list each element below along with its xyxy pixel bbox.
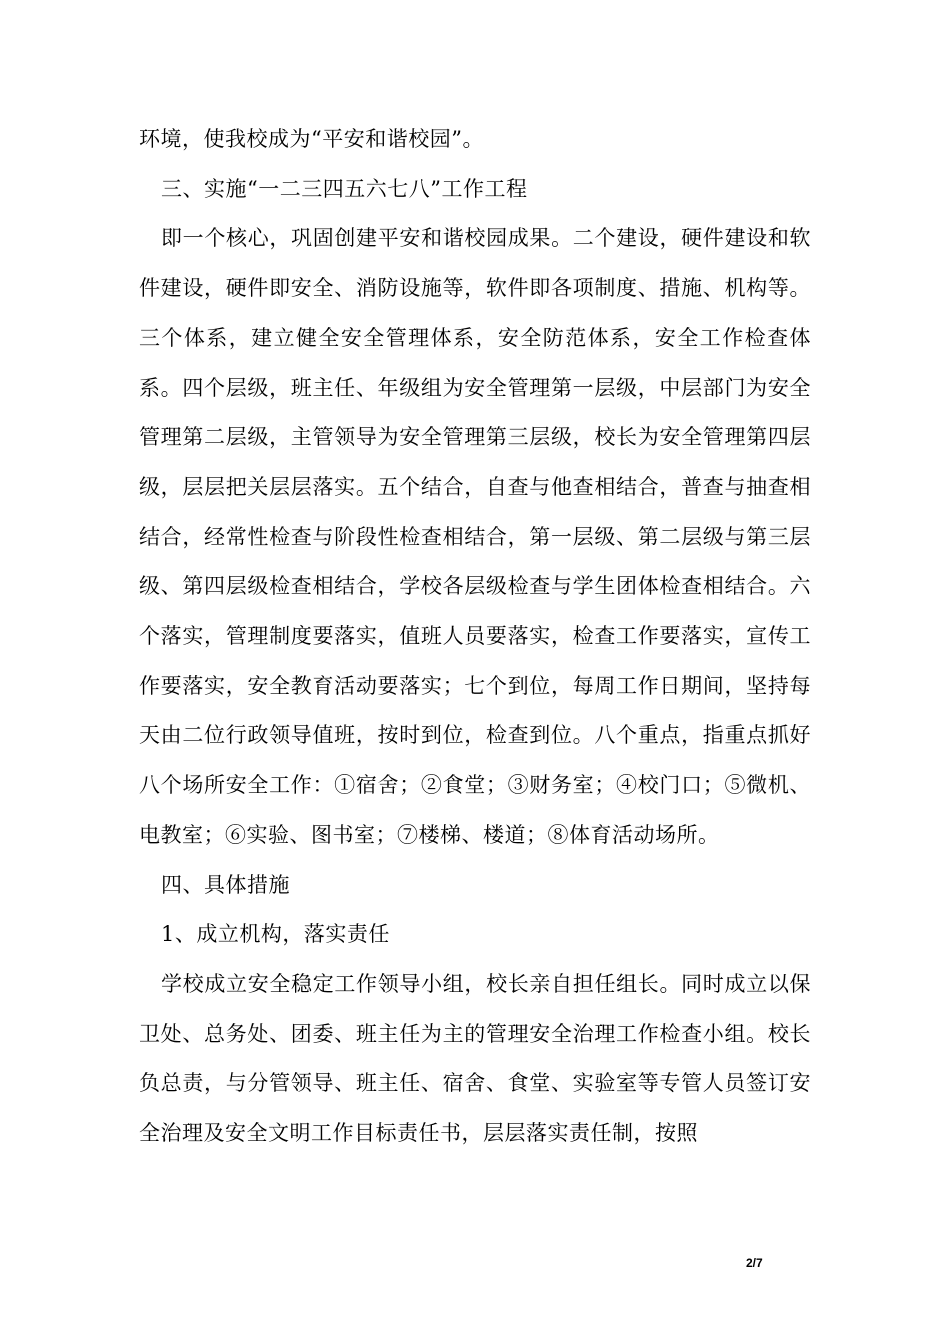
subsection-heading-1: 1、成立机构，落实责任 — [161, 922, 390, 947]
section-heading-3: 三、实施“一二三四五六七八”工作工程 — [161, 176, 528, 201]
section-heading-4: 四、具体措施 — [161, 872, 290, 897]
paragraph-organization: 学校成立安全稳定工作领导小组，校长亲自担任组长。同时成立以保卫处、总务处、团委、班主任为主的管理安全治理工作检查小组。校长负总责，与分管领导、班主任、宿舍、食堂、实验室等专管人员签订安全治理及安全文明工作目标责任书，层层落实责任制，按照 — [139, 971, 811, 1146]
body-text — [139, 115, 811, 1159]
page-number: 2/7 — [746, 1256, 763, 1270]
paragraph-continuation: 环境，使我校成为“平安和谐校园”。 — [139, 127, 484, 151]
paragraph-project-details: 即一个核心，巩固创建平安和谐校园成果。二个建设，硬件建设和软件建设，硬件即安全、消防设施等，软件即各项制度、措施、机构等。三个体系，建立健全安全管理体系，安全防范体系，安全工作检查体系。四个层级，班主任、年级组为安全管理第一层级，中层部门为安全管理第二层级，主管领导为安全管理第三层级，校长为安全管理第四层级，层层把关层层落实。五个结合，自查与他查相结合，普查与抽查相结合，经常性检查与阶段性检查相结合，第一层级、第二层级与第三层级、第四层级检查相结合，学校各层级检查与学生团体检查相结合。六个落实，管理制度要落实，值班人员要落实，检查工作要落实，宣传工作要落实，安全教育活动要落实；七个到位，每周工作日期间，坚持每天由二位行政领导值班，按时到位，检查到位。八个重点，指重点抓好八个场所安全工作：①宿舍；②食堂；③财务室；④校门口；⑤微机、电教室；⑥实验、图书室；⑦楼梯、楼道；⑧体育活动场所。 — [139, 226, 811, 847]
